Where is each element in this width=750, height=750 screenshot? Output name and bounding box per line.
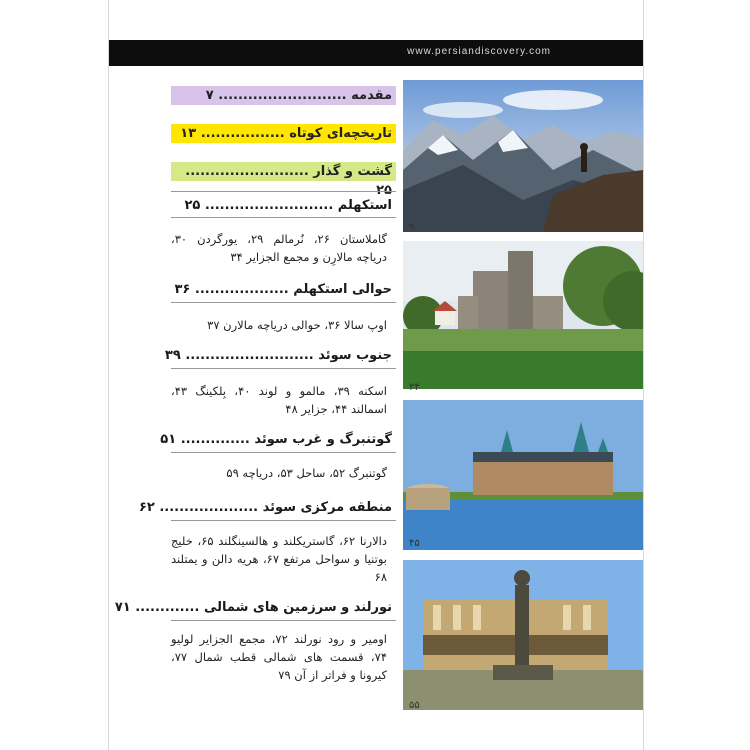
entry-title: نورلند و سرزمین های شمالی <box>203 600 392 615</box>
photo-church-ruin <box>403 241 643 389</box>
divider <box>171 191 396 192</box>
page <box>108 0 644 750</box>
entry-description: اوپ سالا ۳۶، حوالی دریاچه مالارن ۳۷ <box>207 318 387 332</box>
toc-band-introduction[interactable] <box>171 86 396 105</box>
website-url[interactable]: www.persiandiscovery.com <box>407 46 551 57</box>
entry-description: دالارنا ۶۲، گاستریکلند و هالسینگلند ۶۵، خلیج بوتنیا و سواحل مرتفع ۶۷، هریه دالن و یمتلند ۶۸ <box>171 534 387 584</box>
band-label: مقدمه <box>351 88 392 103</box>
toc-entry-south-sweden[interactable] <box>164 348 396 363</box>
entry-page: ۲۵ <box>184 198 201 213</box>
toc-entry-around-stockholm[interactable] <box>171 282 396 297</box>
entry-page: ۳۶ <box>174 282 191 297</box>
toc-band-touring[interactable] <box>171 162 396 198</box>
divider <box>171 520 396 521</box>
entry-page: ۶۲ <box>138 500 155 515</box>
photo-kalmar-castle <box>403 400 643 550</box>
leader-dots: ............. <box>135 600 200 615</box>
leader-dots: .......................... <box>185 348 314 363</box>
band-label: تاریخچه‌ای کوتاه <box>289 126 392 141</box>
toc-entry-norrland[interactable] <box>114 600 396 615</box>
entry-description: گاملاستان ۲۶، نُرمالم ۲۹، یورگردن ۳۰، دریاچه مالارِن و مجمع الجزایر ۳۴ <box>171 232 387 264</box>
toc-entry-stockholm[interactable] <box>171 198 396 213</box>
toc-entry-central-sweden[interactable] <box>138 500 396 515</box>
header-bar <box>109 40 643 66</box>
photo-statue-building <box>403 560 643 710</box>
band-page: ۷ <box>205 88 214 103</box>
leader-dots: ................. <box>200 126 285 141</box>
leader-dots: ......................... <box>185 164 309 179</box>
photo-mountain-hiker <box>403 80 643 232</box>
entry-description: گوتنبرگ ۵۲، ساحل ۵۳، دریاچه ۵۹ <box>226 466 387 480</box>
leader-dots: .............. <box>180 432 250 447</box>
toc-band-history[interactable] <box>171 124 396 143</box>
photo-page-number: ۹ <box>409 222 415 233</box>
divider <box>171 620 396 621</box>
leader-dots: .......................... <box>218 88 347 103</box>
entry-title: منطقه مرکزی سوئد <box>262 500 392 515</box>
entry-page: ۷۱ <box>114 600 131 615</box>
photo-page-number: ۳۴ <box>409 382 420 393</box>
entry-title: گوتنبرگ و غرب سوئد <box>254 432 392 447</box>
entry-page: ۵۱ <box>160 432 177 447</box>
leader-dots: .......................... <box>204 198 334 213</box>
divider <box>171 302 396 303</box>
leader-dots: ................... <box>194 282 289 297</box>
entry-description: اسکنه ۳۹، مالمو و لوند ۴۰، بِلکینگ ۴۳، اسمالند ۴۴، جزایر ۴۸ <box>171 384 387 416</box>
photo-page-number: ۵۵ <box>409 700 420 711</box>
band-page: ۱۳ <box>180 126 197 141</box>
entry-title: استکهلم <box>337 198 392 213</box>
entry-description: اومیر و رود نورلند ۷۲، مجمع الجزایر لولیو ۷۴، قسمت های شمالی قطب شمال ۷۷، کیرونا و فراتر از آن ۷۹ <box>171 632 387 682</box>
band-page: ۲۵ <box>376 183 392 198</box>
band-label: گشت و گذار <box>313 164 392 179</box>
photo-page-number: ۴۵ <box>409 538 420 549</box>
leader-dots: .................... <box>159 500 259 515</box>
entry-title: جنوب سوئد <box>318 348 392 363</box>
entry-page: ۳۹ <box>164 348 181 363</box>
toc-entry-gothenburg[interactable] <box>160 432 396 447</box>
divider <box>171 368 396 369</box>
entry-title: حوالی استکهلم <box>293 282 392 297</box>
divider <box>171 217 396 218</box>
divider <box>171 452 396 453</box>
